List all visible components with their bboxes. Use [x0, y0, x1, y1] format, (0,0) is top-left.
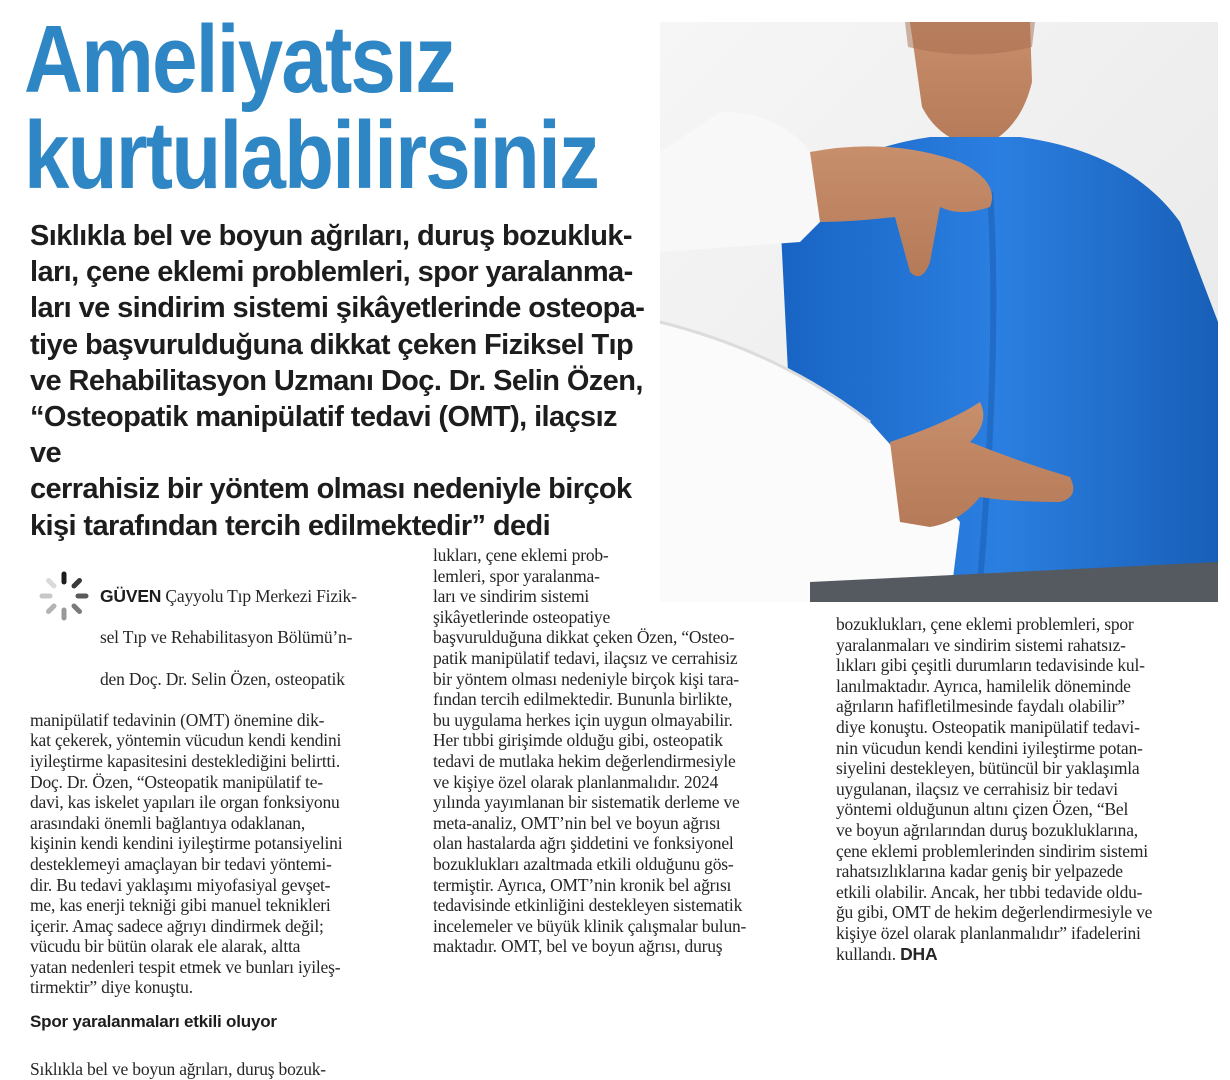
source-credit: DHA	[900, 943, 938, 964]
headline-line-2: kurtulabilirsiniz	[24, 102, 599, 209]
body-column-1	[30, 545, 415, 1080]
loading-spinner-icon	[36, 547, 92, 603]
col1-after: Sıklıkla bel ve boyun ağrıları, duruş bozuk-	[30, 1059, 326, 1080]
col1-intro-b: sel Tıp ve Rehabilitasyon Bölümü’n-	[100, 627, 353, 648]
headline-line-1: Ameliyatsız	[24, 6, 455, 113]
article-photo	[660, 22, 1218, 602]
col1-intro-c: den Doç. Dr. Selin Özen, osteopatik	[100, 668, 345, 689]
body-column-3	[836, 614, 1216, 964]
byline: GÜVEN	[100, 586, 162, 607]
subheading: Spor yaralanmaları etkili oluyor	[30, 1012, 277, 1032]
col3-body: bozuklukları, çene eklemi problemleri, spor yaralanmaları ve sindirim sistemi rahatsız- lıkları gibi çeşitli durumların tedavisinde kul- lanılmaktadır. Ayrıca, hamilelik döneminde ağrıların hafifletilmesinde faydalı olabilir” diye konuştu. Osteopatik manipülatif tedavi- nin vücudun kendi kendini iyileştirme potan- siyelini destekleyen, bütüncül bir yaklaşımla uygulanan, ilaçsız ve cerrahisiz bir tedavi yöntemi olduğunun altını çizen Özen, “Bel ve boyun ağrılarından duruş bozukluklarına, çene eklemi problemlerinden sindirim sistemi rahatsızlıklarına kadar geniş bir yelpazede etkili olabilir. Ancak, her tıbbi tedavide oldu- ğu gibi, OMT de hekim değerlendirmesiyle ve kişiye özel olarak planlanmalıdır” ifadelerini kullandı.	[836, 614, 1153, 964]
body-column-2: lukları, çene eklemi prob- lemleri, spor yaralanma- ları ve sindirim sistemi şikâyetlerinde osteopatiye başvurulduğuna dikkat çeken Özen, “Osteo- patik manipülatif tedavi, ilaçsız ve cerrahisiz bir yöntem olması nedeniyle birçok kişi tara- fından tercih edilmektedir. Bununla birlikte, bu uygulama herkes için uygun olmayabilir. Her tıbbi girişimde olduğu gibi, osteopatik tedavi de mutlaka hekim değerlendirmesiyle ve kişiye özel olarak planlanmalıdır. 2024 yılında yayımlanan bir sistematik derleme ve meta-analiz, OMT’nin bel ve boyun ağrısı olan hastalarda ağrı şiddetini ve fonksiyonel bozuklukları azaltmada etkili olduğunu gös- termiştir. Ayrıca, OMT’nin kronik bel ağrısı tedavisinde etkinliğini destekleyen sistematik incelemeler ve büyük klinik çalışmalar bulun- maktadır. OMT, bel ve boyun ağrısı, duruş	[433, 545, 747, 957]
lead-paragraph: Sıklıkla bel ve boyun ağrıları, duruş bozukluk- ları, çene eklemi problemleri, spor yaralanma- ları ve sindirim sistemi şikâyetlerinde osteopa- tiye başvurulduğuna dikkat çeken Fiziksel Tıp ve Rehabilitasyon Uzmanı Doç. Dr. Selin Özen, “Osteopatik manipülatif tedavi (OMT), ilaçsız ve cerrahisiz bir yöntem olması nedeniyle birçok kişi tarafından tercih edilmektedir” dedi	[30, 220, 645, 542]
headline	[24, 6, 687, 209]
col1-body: manipülatif tedavinin (OMT) önemine dik- kat çekerek, yöntemin vücudun kendi kendini iyileştirme kapasitesini desteklediğini belirtti. Doç. Dr. Özen, “Osteopatik manipülatif te- davi, kas iskelet yapıları ile organ fonksiyonu arasındaki önemli bağlantıya odaklanan, kişinin kendi kendini iyileştirme potansiyelini desteklemeyi amaçlayan bir tedavi yöntemi- dir. Bu tedavi yaklaşımı miyofasiyal gevşet- me, kas enerji tekniği gibi manuel teknikleri içerir. Amaç sadece ağrıyı dindirmek değil; vücudu bir bütün olarak ele alarak, altta yatan nedenleri tespit etmek ve bunları iyileş- tirmektir” diye konuştu.	[30, 709, 343, 998]
col1-intro-a: Çayyolu Tıp Merkezi Fizik-	[161, 586, 357, 607]
